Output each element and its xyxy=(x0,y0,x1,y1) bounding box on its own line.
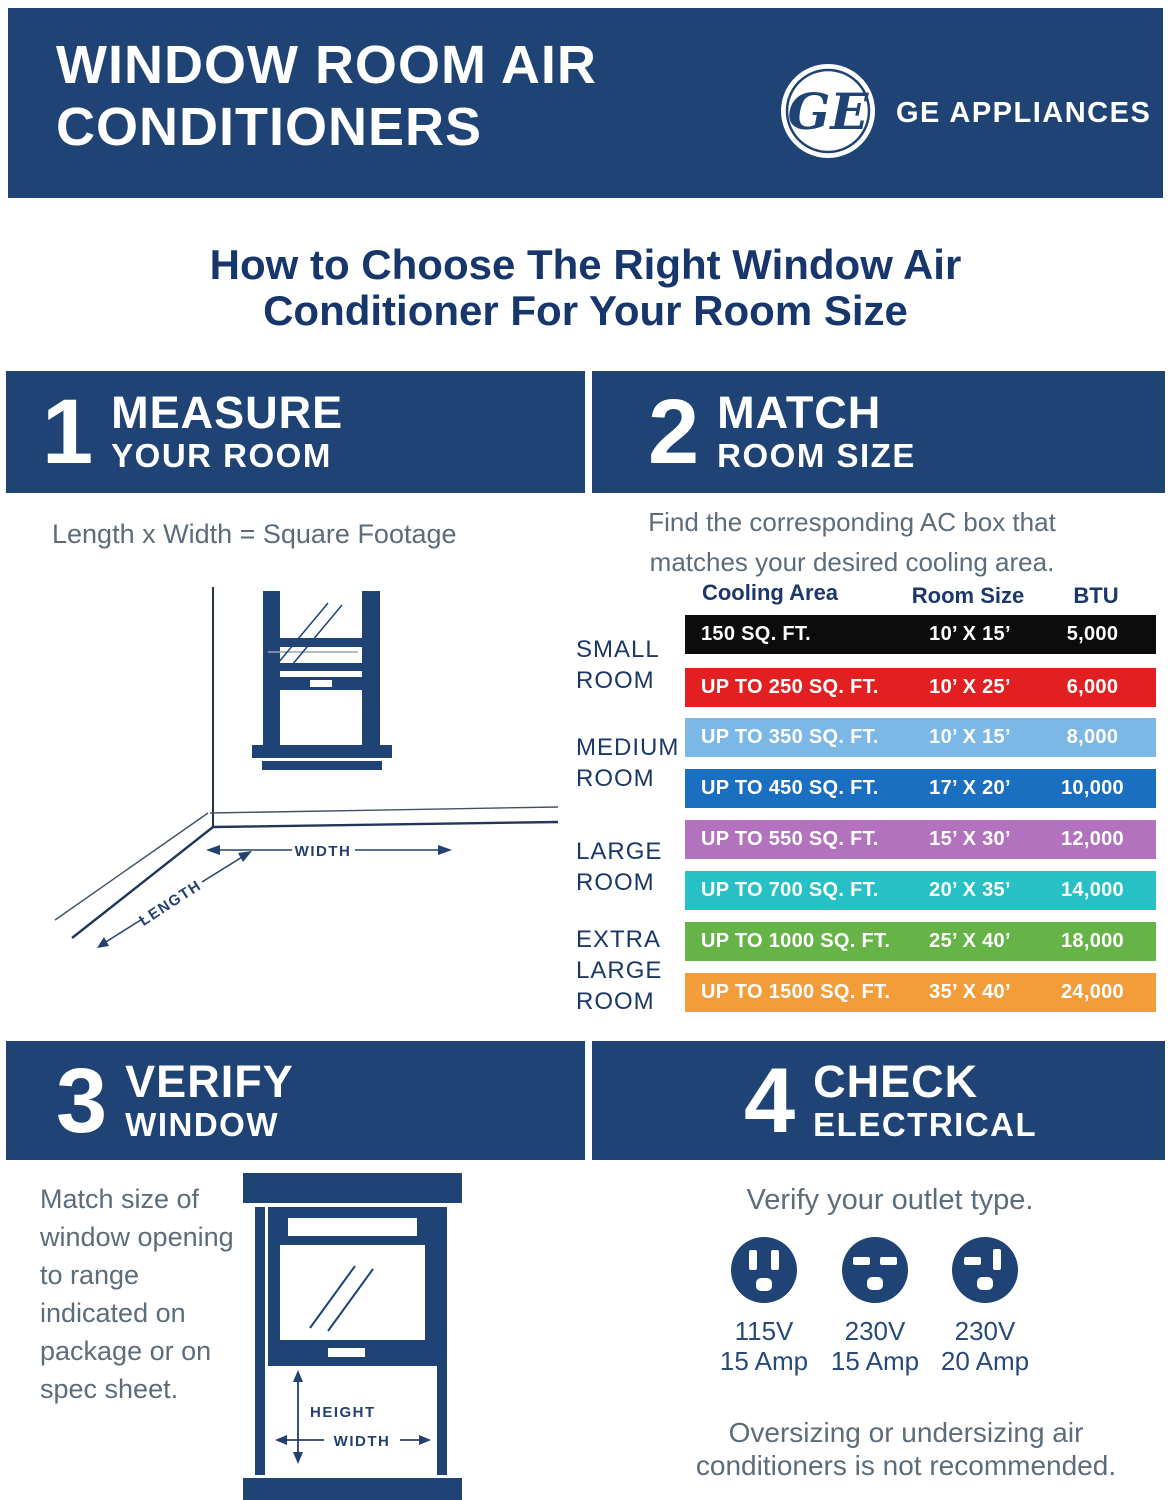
btu-cell: 6,000 xyxy=(1066,676,1119,698)
step-number-4: 4 xyxy=(744,1049,796,1152)
step-banner-verify xyxy=(6,1041,585,1160)
step-subtitle-measure: YOUR ROOM xyxy=(111,437,332,474)
cooling-area-cell: UP TO 700 SQ. FT. xyxy=(701,879,879,901)
room-size-cell: 20’ X 35’ xyxy=(929,879,1011,901)
table-row xyxy=(685,718,1156,757)
subtitle-line2: Conditioner For Your Room Size xyxy=(263,287,908,334)
group-label-extra-large-room: EXTRA LARGE ROOM xyxy=(576,926,663,1015)
step-banner-measure xyxy=(6,371,585,493)
table-row xyxy=(685,973,1156,1012)
outlet-voltage: 230V xyxy=(954,1316,1016,1346)
step-title-verify: VERIFY xyxy=(125,1055,294,1107)
page-title-line2: CONDITIONERS xyxy=(56,97,483,157)
cooling-area-cell: UP TO 250 SQ. FT. xyxy=(701,676,879,698)
outlet-voltage: 230V xyxy=(844,1316,906,1346)
step-title-match: MATCH xyxy=(717,387,882,438)
width-label: WIDTH xyxy=(294,843,352,860)
header-banner xyxy=(8,8,1163,198)
table-row xyxy=(685,615,1156,654)
step-banner-match xyxy=(592,371,1165,493)
page-title xyxy=(56,34,597,158)
step-subtitle-verify: WINDOW xyxy=(125,1105,279,1143)
cooling-area-cell: 150 SQ. FT. xyxy=(701,623,812,645)
outlet-amperage: 15 Amp xyxy=(830,1346,920,1376)
column-header-btu: BTU xyxy=(1073,583,1119,608)
cooling-area-cell: UP TO 550 SQ. FT. xyxy=(701,828,879,850)
step-banner-check xyxy=(592,1041,1165,1160)
btu-cell: 8,000 xyxy=(1066,726,1119,748)
outlet-230v-15-icon xyxy=(841,1236,909,1304)
cooling-area-cell: UP TO 1500 SQ. FT. xyxy=(701,981,891,1003)
measure-formula: Length x Width = Square Footage xyxy=(52,519,457,549)
group-label-large-room: LARGE ROOM xyxy=(576,838,663,896)
column-header-cooling-area: Cooling Area xyxy=(701,580,839,605)
ge-monogram: GE xyxy=(787,82,869,141)
table-row xyxy=(685,922,1156,961)
outlet-230v-20-icon xyxy=(951,1236,1019,1304)
btu-cell: 10,000 xyxy=(1061,777,1124,799)
table-row xyxy=(685,668,1156,707)
btu-cell: 14,000 xyxy=(1061,879,1124,901)
page-title-line1: WINDOW ROOM AIR xyxy=(56,35,597,95)
brand-name: GE APPLIANCES xyxy=(896,97,1152,129)
sizing-note xyxy=(656,1416,1156,1482)
outlet-amperage: 20 Amp xyxy=(940,1346,1030,1376)
match-intro-line1: Find the corresponding AC box that xyxy=(648,507,1056,537)
step-number-1: 1 xyxy=(42,381,94,483)
room-size-cell: 17’ X 20’ xyxy=(929,777,1011,799)
column-header-room-size: Room Size xyxy=(911,583,1025,608)
btu-cell: 24,000 xyxy=(1061,981,1124,1003)
btu-cell: 18,000 xyxy=(1061,930,1124,952)
step-subtitle-match: ROOM SIZE xyxy=(717,437,916,474)
step-number-2: 2 xyxy=(648,381,700,483)
page-subtitle xyxy=(0,242,1171,334)
subtitle-line1: How to Choose The Right Window Air xyxy=(209,241,962,288)
step-subtitle-check: ELECTRICAL xyxy=(813,1105,1038,1143)
sizing-note-line2: conditioners is not recommended. xyxy=(695,1450,1117,1481)
match-intro xyxy=(592,502,1112,582)
room-size-cell: 10’ X 15’ xyxy=(929,623,1011,645)
outlet-intro: Verify your outlet type. xyxy=(746,1184,1034,1216)
btu-cell: 5,000 xyxy=(1066,623,1119,645)
sizing-note-line1: Oversizing or undersizing air xyxy=(728,1417,1084,1448)
window-measure-diagram xyxy=(240,1168,465,1500)
length-label: LENGTH xyxy=(136,876,205,930)
outlet-amperage: 15 Amp xyxy=(719,1346,809,1376)
room-size-cell: 25’ X 40’ xyxy=(929,930,1011,952)
outlet-115v-icon xyxy=(730,1236,798,1304)
group-label-small-room: SMALL ROOM xyxy=(576,636,660,694)
table-row xyxy=(685,871,1156,910)
table-row xyxy=(685,820,1156,859)
outlet-230v-20amp xyxy=(930,1236,1040,1376)
room-measure-diagram xyxy=(40,555,560,980)
btu-cell: 12,000 xyxy=(1061,828,1124,850)
match-intro-line2: matches your desired cooling area. xyxy=(649,547,1055,577)
outlet-115v-15amp xyxy=(709,1236,819,1376)
room-size-cell: 15’ X 30’ xyxy=(929,828,1011,850)
cooling-area-cell: UP TO 450 SQ. FT. xyxy=(701,777,879,799)
window-frame-icon xyxy=(243,1173,462,1500)
group-label-medium-room: MEDIUM ROOM xyxy=(576,734,680,792)
room-size-cell: 10’ X 25’ xyxy=(929,676,1011,698)
outlet-voltage: 115V xyxy=(734,1316,794,1346)
step-title-check: CHECK xyxy=(813,1055,979,1107)
cooling-area-cell: UP TO 1000 SQ. FT. xyxy=(701,930,891,952)
room-size-cell: 35’ X 40’ xyxy=(929,981,1011,1003)
height-label: HEIGHT xyxy=(310,1404,376,1421)
table-row xyxy=(685,769,1156,808)
outlet-230v-15amp xyxy=(820,1236,930,1376)
width-label: WIDTH xyxy=(333,1433,391,1450)
verify-description: Match size of window opening to range indicated on package or on spec sheet. xyxy=(40,1184,234,1404)
step-title-measure: MEASURE xyxy=(111,387,344,438)
step-number-3: 3 xyxy=(56,1049,108,1152)
window-ac-icon xyxy=(252,591,392,770)
cooling-area-cell: UP TO 350 SQ. FT. xyxy=(701,726,879,748)
ge-logo-icon xyxy=(780,63,876,159)
room-size-cell: 10’ X 15’ xyxy=(929,726,1011,748)
